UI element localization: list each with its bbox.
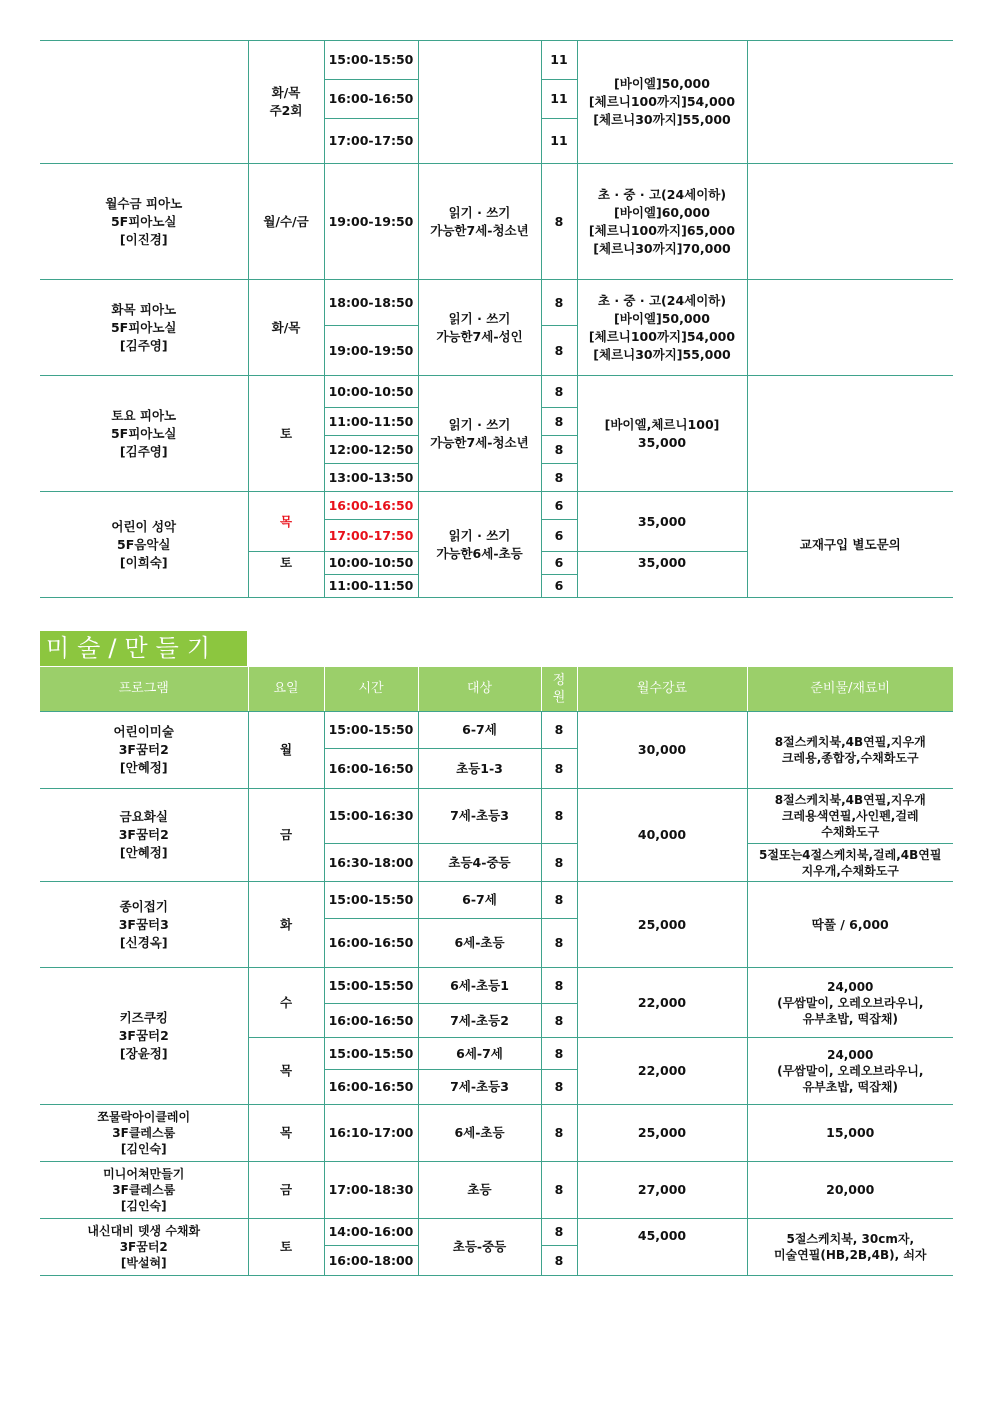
- art-schedule-table: [40, 666, 953, 1276]
- program-cell: 화목 피아노 5F피아노실 [김주영]: [40, 280, 248, 376]
- section-title: 미술/만들기: [40, 631, 247, 666]
- day-cell: 금: [248, 789, 324, 882]
- time-cell: 19:00-19:50: [324, 326, 418, 376]
- fee-cell: 25,000: [577, 1105, 747, 1162]
- target-cell: 6-7세: [418, 712, 541, 749]
- program-cell: 키즈쿠킹 3F꿈터2 [장윤정]: [40, 968, 248, 1105]
- capacity-cell: 8: [541, 882, 577, 919]
- capacity-cell: 6: [541, 520, 577, 552]
- target-cell: 초등1-3: [418, 749, 541, 789]
- material-cell: 24,000 (무쌈말이, 오레오브라우니, 유부초밥, 떡잡채): [747, 1038, 953, 1105]
- target-cell: 7세-초등3: [418, 789, 541, 844]
- time-cell: 15:00-16:30: [324, 789, 418, 844]
- capacity-cell: 8: [541, 1038, 577, 1070]
- capacity-cell: 6: [541, 492, 577, 520]
- capacity-cell: 8: [541, 376, 577, 408]
- day-cell: 목: [248, 1105, 324, 1162]
- material-cell: 24,000 (무쌈말이, 오레오브라우니, 유부초밥, 떡잡채): [747, 968, 953, 1038]
- header-material: 준비물/재료비: [747, 667, 953, 712]
- fee-cell: 22,000: [577, 1038, 747, 1105]
- material-cell: [747, 376, 953, 492]
- time-cell: 12:00-12:50: [324, 436, 418, 464]
- days-cell: 화/목 주2회: [248, 41, 324, 164]
- days-cell: 화/목: [248, 280, 324, 376]
- fee-cell: [바이엘]50,000 [체르니100까지]54,000 [체르니30까지]55,000: [577, 41, 747, 164]
- day-cell: 목: [248, 1038, 324, 1105]
- target-cell: 7세-초등2: [418, 1004, 541, 1038]
- time-cell: 16:00-16:50: [324, 1004, 418, 1038]
- capacity-cell: 8: [541, 1070, 577, 1105]
- material-cell: [747, 41, 953, 164]
- fee-cell: 45,000: [577, 1219, 747, 1276]
- header-capacity: 정 원: [541, 667, 577, 712]
- time-cell: 18:00-18:50: [324, 280, 418, 326]
- capacity-cell: 8: [541, 326, 577, 376]
- time-cell: 15:00-15:50: [324, 712, 418, 749]
- fee-cell: 35,000: [577, 552, 747, 598]
- fee-cell: 초 · 중 · 고(24세이하) [바이엘]60,000 [체르니100까지]65,000 [체르니30까지]70,000: [577, 164, 747, 280]
- table-row: [40, 1162, 953, 1219]
- time-cell: 16:00-16:50: [324, 749, 418, 789]
- time-cell: 16:30-18:00: [324, 844, 418, 882]
- target-cell: 초등: [418, 1162, 541, 1219]
- material-cell: 15,000: [747, 1105, 953, 1162]
- capacity-cell: 8: [541, 1219, 577, 1246]
- days-cell: 월/수/금: [248, 164, 324, 280]
- capacity-cell: 11: [541, 80, 577, 119]
- capacity-cell: 11: [541, 119, 577, 164]
- material-cell: 5절또는4절스케치북,걸레,4B연필 지우개,수채화도구: [747, 844, 953, 882]
- time-cell: 16:10-17:00: [324, 1105, 418, 1162]
- header-day: 요일: [248, 667, 324, 712]
- day-cell: 토: [248, 1219, 324, 1276]
- material-cell: [747, 280, 953, 376]
- time-cell: 16:00-16:50: [324, 1070, 418, 1105]
- program-cell: [40, 41, 248, 164]
- capacity-cell: 8: [541, 436, 577, 464]
- time-cell: 17:00-17:50: [324, 520, 418, 552]
- capacity-cell: 8: [541, 280, 577, 326]
- capacity-cell: 8: [541, 749, 577, 789]
- header-target: 대상: [418, 667, 541, 712]
- capacity-cell: 8: [541, 464, 577, 492]
- fee-cell: 30,000: [577, 712, 747, 789]
- header-program: 프로그램: [40, 667, 248, 712]
- target-cell: 6세-초등1: [418, 968, 541, 1004]
- fee-cell: 초 · 중 · 고(24세이하) [바이엘]50,000 [체르니100까지]54,000 [체르니30까지]55,000: [577, 280, 747, 376]
- material-cell: 8절스케치북,4B연필,지우개 크레용색연필,사인펜,걸레 수채화도구: [747, 789, 953, 844]
- program-cell: 어린이 성악 5F음악실 [이희숙]: [40, 492, 248, 598]
- header-time: 시간: [324, 667, 418, 712]
- material-cell: 딱풀 / 6,000: [747, 882, 953, 968]
- time-cell: 15:00-15:50: [324, 968, 418, 1004]
- table-row: [40, 280, 953, 326]
- target-cell: 7세-초등3: [418, 1070, 541, 1105]
- capacity-cell: 8: [541, 844, 577, 882]
- program-cell: 내신대비 뎃생 수채화 3F꿈터2 [박설혀]: [40, 1219, 248, 1276]
- target-cell: 6-7세: [418, 882, 541, 919]
- program-cell: 월수금 피아노 5F피아노실 [이진경]: [40, 164, 248, 280]
- capacity-cell: 8: [541, 789, 577, 844]
- program-cell: 종이접기 3F꿈터3 [신경옥]: [40, 882, 248, 968]
- material-cell: [747, 164, 953, 280]
- time-cell: 14:00-16:00: [324, 1219, 418, 1246]
- target-cell: 초등4-중등: [418, 844, 541, 882]
- day-cell: 화: [248, 882, 324, 968]
- capacity-cell: 8: [541, 968, 577, 1004]
- material-cell: 8절스케치북,4B연필,지우개 크레용,종합장,수채화도구: [747, 712, 953, 789]
- day-cell: 월: [248, 712, 324, 789]
- table-row: [40, 492, 953, 520]
- time-cell: 10:00-10:50: [324, 376, 418, 408]
- fee-cell: 25,000: [577, 882, 747, 968]
- target-cell: 6세-초등: [418, 919, 541, 968]
- time-cell: 11:00-11:50: [324, 408, 418, 436]
- target-cell: 읽기 · 쓰기 가능한7세-청소년: [418, 164, 541, 280]
- capacity-cell: 8: [541, 1105, 577, 1162]
- table-row: [40, 712, 953, 749]
- target-cell: 읽기 · 쓰기 가능한7세-청소년: [418, 376, 541, 492]
- capacity-cell: 8: [541, 164, 577, 280]
- target-cell: 읽기 · 쓰기 가능한6세-초등: [418, 492, 541, 598]
- program-cell: 토요 피아노 5F피아노실 [김주영]: [40, 376, 248, 492]
- time-cell: 17:00-18:30: [324, 1162, 418, 1219]
- days-cell: 토: [248, 376, 324, 492]
- target-cell: 초등-중등: [418, 1219, 541, 1276]
- table-row: [40, 164, 953, 280]
- day-cell: 금: [248, 1162, 324, 1219]
- capacity-cell: 8: [541, 919, 577, 968]
- time-cell: 19:00-19:50: [324, 164, 418, 280]
- program-cell: 쪼물락아이클레이 3F클레스룸 [김인숙]: [40, 1105, 248, 1162]
- time-cell: 17:00-17:50: [324, 119, 418, 164]
- fee-cell: 22,000: [577, 968, 747, 1038]
- day-cell: 수: [248, 968, 324, 1038]
- table-row: [40, 376, 953, 408]
- table-row: [40, 789, 953, 844]
- table-row: [40, 1219, 953, 1246]
- capacity-cell: 8: [541, 712, 577, 749]
- material-cell: 20,000: [747, 1162, 953, 1219]
- capacity-cell: 6: [541, 575, 577, 598]
- header-fee: 월수강료: [577, 667, 747, 712]
- time-cell: 16:00-18:00: [324, 1246, 418, 1276]
- time-cell: 15:00-15:50: [324, 41, 418, 80]
- program-cell: 금요화실 3F꿈터2 [안혜정]: [40, 789, 248, 882]
- time-cell: 11:00-11:50: [324, 575, 418, 598]
- capacity-cell: 8: [541, 1246, 577, 1276]
- time-cell: 15:00-15:50: [324, 1038, 418, 1070]
- fee-cell: 35,000: [577, 492, 747, 552]
- table-row: [40, 968, 953, 1004]
- table-row: [40, 1105, 953, 1162]
- time-cell: 16:00-16:50: [324, 919, 418, 968]
- fee-cell: 27,000: [577, 1162, 747, 1219]
- fee-cell: [바이엘,체르니100] 35,000: [577, 376, 747, 492]
- material-cell: 교재구입 별도문의: [747, 492, 953, 598]
- time-cell: 13:00-13:50: [324, 464, 418, 492]
- header-row: [40, 667, 953, 712]
- time-cell: 10:00-10:50: [324, 552, 418, 575]
- target-cell: [418, 41, 541, 164]
- capacity-cell: 8: [541, 1004, 577, 1038]
- program-cell: 미니어쳐만들기 3F클레스룸 [김인숙]: [40, 1162, 248, 1219]
- capacity-cell: 8: [541, 1162, 577, 1219]
- capacity-cell: 11: [541, 41, 577, 80]
- target-cell: 6세-초등: [418, 1105, 541, 1162]
- material-cell: 5절스케치북, 30cm자, 미술연필(HB,2B,4B), 쇠자: [747, 1219, 953, 1276]
- time-cell: 15:00-15:50: [324, 882, 418, 919]
- table-row: [40, 882, 953, 919]
- time-cell: 16:00-16:50: [324, 492, 418, 520]
- target-cell: 6세-7세: [418, 1038, 541, 1070]
- days-cell: 토: [248, 552, 324, 598]
- program-cell: 어린이미술 3F꿈터2 [안혜정]: [40, 712, 248, 789]
- time-cell: 16:00-16:50: [324, 80, 418, 119]
- fee-cell: 40,000: [577, 789, 747, 882]
- days-cell: 목: [248, 492, 324, 552]
- table-row: [40, 41, 953, 80]
- capacity-cell: 6: [541, 552, 577, 575]
- capacity-cell: 8: [541, 408, 577, 436]
- music-schedule-table: [40, 40, 953, 598]
- target-cell: 읽기 · 쓰기 가능한7세-성인: [418, 280, 541, 376]
